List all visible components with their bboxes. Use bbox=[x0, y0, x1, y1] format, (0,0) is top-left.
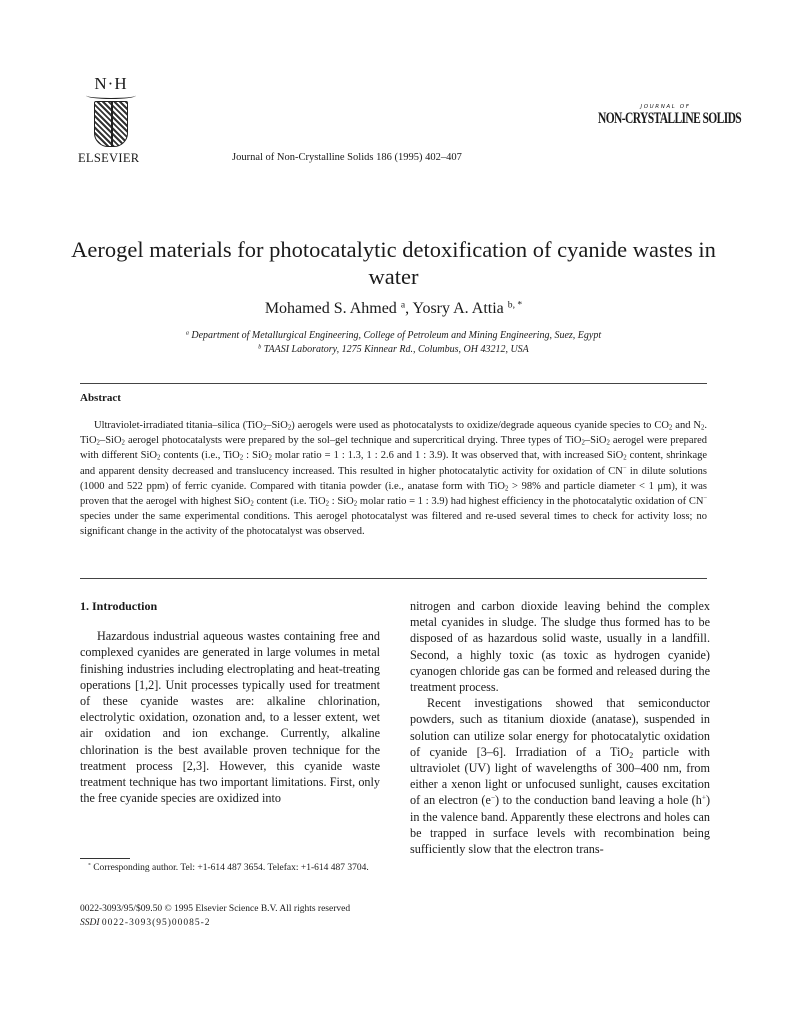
publisher-logo bbox=[80, 76, 142, 147]
logo-monogram: N·H bbox=[94, 74, 128, 93]
article-title: Aerogel materials for photocatalytic detoxification of cyanide wastes in water bbox=[71, 237, 716, 289]
affiliation-b bbox=[60, 343, 727, 357]
journal-reference: Journal of Non-Crystalline Solids 186 (1995) 402–407 bbox=[232, 152, 462, 163]
affiliation-text: TAASI Laboratory, 1275 Kinnear Rd., Columbus, OH 43212, USA bbox=[263, 344, 529, 355]
affiliation-mark: b, * bbox=[507, 299, 523, 311]
journal-masthead bbox=[598, 104, 742, 128]
footnote-text: Corresponding author. Tel: +1-614 487 3654. Telefax: +1-614 487 3704. bbox=[93, 863, 369, 873]
ssdi-line bbox=[80, 917, 350, 931]
author-name: Yosry A. Attia bbox=[412, 300, 504, 317]
section-heading: 1. Introduction bbox=[80, 599, 158, 613]
affiliations bbox=[60, 329, 727, 357]
body-paragraph: Recent investigations showed that semiconductor powders, such as titanium dioxide (anatase), suspended in solution can utilize solar energy for photocatalytic oxidation of cyanide [3–6]. Irradiation of a TiO$_2$ particle with ultraviolet (UV) light of wavelengths of 300–400 nm, from either a xenon light or unfocused sunlight, causes excitation of an electron (e−) to the conduction band leaving a hole (h+) in the valence band. Apparently these electrons and holes can be trapped in surface levels with recombination being sufficiently slow that the electron trans- bbox=[410, 696, 710, 857]
abstract-bottom-rule bbox=[80, 578, 707, 579]
copyright-line: 0022-3093/95/$09.50 © 1995 Elsevier Science B.V. All rights reserved bbox=[80, 904, 351, 914]
ssdi-code: 0022-3093(95)00085-2 bbox=[101, 917, 211, 928]
copyright-block bbox=[80, 903, 350, 930]
abstract-top-rule bbox=[80, 383, 707, 384]
masthead-title: NON-CRYSTALLINE SOLIDS bbox=[598, 110, 742, 128]
footnote bbox=[80, 862, 380, 876]
body-paragraph: Hazardous industrial aqueous wastes containing free and complexed cyanides are generated in large volumes in metal finishing industries including electroplating and heat-treating operations [1,2]. Unit processes typically used for treatment of these cyanide wastes are: alkaline chlorination, electrolytic oxidation, ozonation and, to a lesser extent, wet air oxidation and ion exchange. Currently, alkaline chlorination is the best available proven technique for the treatment process [2,3]. However, this cyanide waste treatment technique has two important limitations. First, only the free cyanide species are oxidized into bbox=[80, 629, 380, 806]
author-name: Mohamed S. Ahmed bbox=[264, 300, 397, 317]
author-list: Mohamed S. Ahmed $^a$, Yosry A. Attia $^{b, *}$ bbox=[264, 299, 523, 317]
masthead-small: JOURNAL OF bbox=[640, 104, 691, 110]
ssdi-label: SSDI bbox=[80, 917, 100, 928]
affiliation-mark: b bbox=[258, 344, 262, 351]
affiliation-mark: a bbox=[185, 330, 189, 337]
logo-swash bbox=[86, 92, 136, 99]
affiliation-mark: a bbox=[400, 299, 406, 311]
left-column bbox=[80, 598, 380, 806]
coat-of-arms-icon bbox=[94, 101, 128, 147]
publisher-name: ELSEVIER bbox=[78, 151, 140, 165]
abstract-heading: Abstract bbox=[80, 392, 121, 404]
footnote-rule bbox=[80, 858, 130, 859]
footnote-mark: * bbox=[88, 862, 91, 869]
affiliation-text: Department of Metallurgical Engineering, College of Petroleum and Mining Engineering, Suez, Egypt bbox=[191, 330, 602, 341]
abstract-body: Ultraviolet-irradiated titania–silica (TiO$_2$–SiO$_2$) aerogels were used as photocatalysts to oxidize/degrade aqueous cyanide species to $CO_2$ and $N_2$. TiO$_2$–SiO$_2$ aerogel photocatalysts were prepared by the sol–gel technique and supercritical drying. Three types of TiO$_2$–SiO$_2$ aerogel were prepared with different SiO$_2$ contents (i.e., TiO$_2$ : SiO$_2$ molar ratio = 1 : 1.3, 1 : 2.6 and 1 : 3.9). It was observed that, with increased SiO$_2$ content, shrinkage and apparent density decreased and translucency increased. This resulted in higher photocatalytic activity for oxidation of CN− in dilute solutions (1000 and 522 ppm) of ferric cyanide. Compared with titania powder (i.e., anatase form with TiO$_2$ > 98% and particle diameter < 1 μm), it was proven that the aerogel with highest SiO$_2$ content (i.e. TiO$_2$ : SiO$_2$ molar ratio = 1 : 3.9) had highest efficiency in the photocatalytic oxidation of CN− species under the same experimental conditions. This aerogel photocatalyst was filtered and re-used several times to check for activity loss; no significant change in the activity of the photocatalyst was observed. bbox=[80, 420, 708, 538]
body-paragraph: nitrogen and carbon dioxide leaving behind the complex metal cyanides in sludge. The sludge thus formed has to be disposed of as hazardous solid waste, usually in a landfill. Second, a highly toxic (as toxic as hydrogen cyanide) cyanogen chloride gas can be formed and released during the treatment process. bbox=[410, 599, 710, 695]
right-column bbox=[410, 598, 710, 857]
affiliation-a bbox=[60, 329, 727, 343]
